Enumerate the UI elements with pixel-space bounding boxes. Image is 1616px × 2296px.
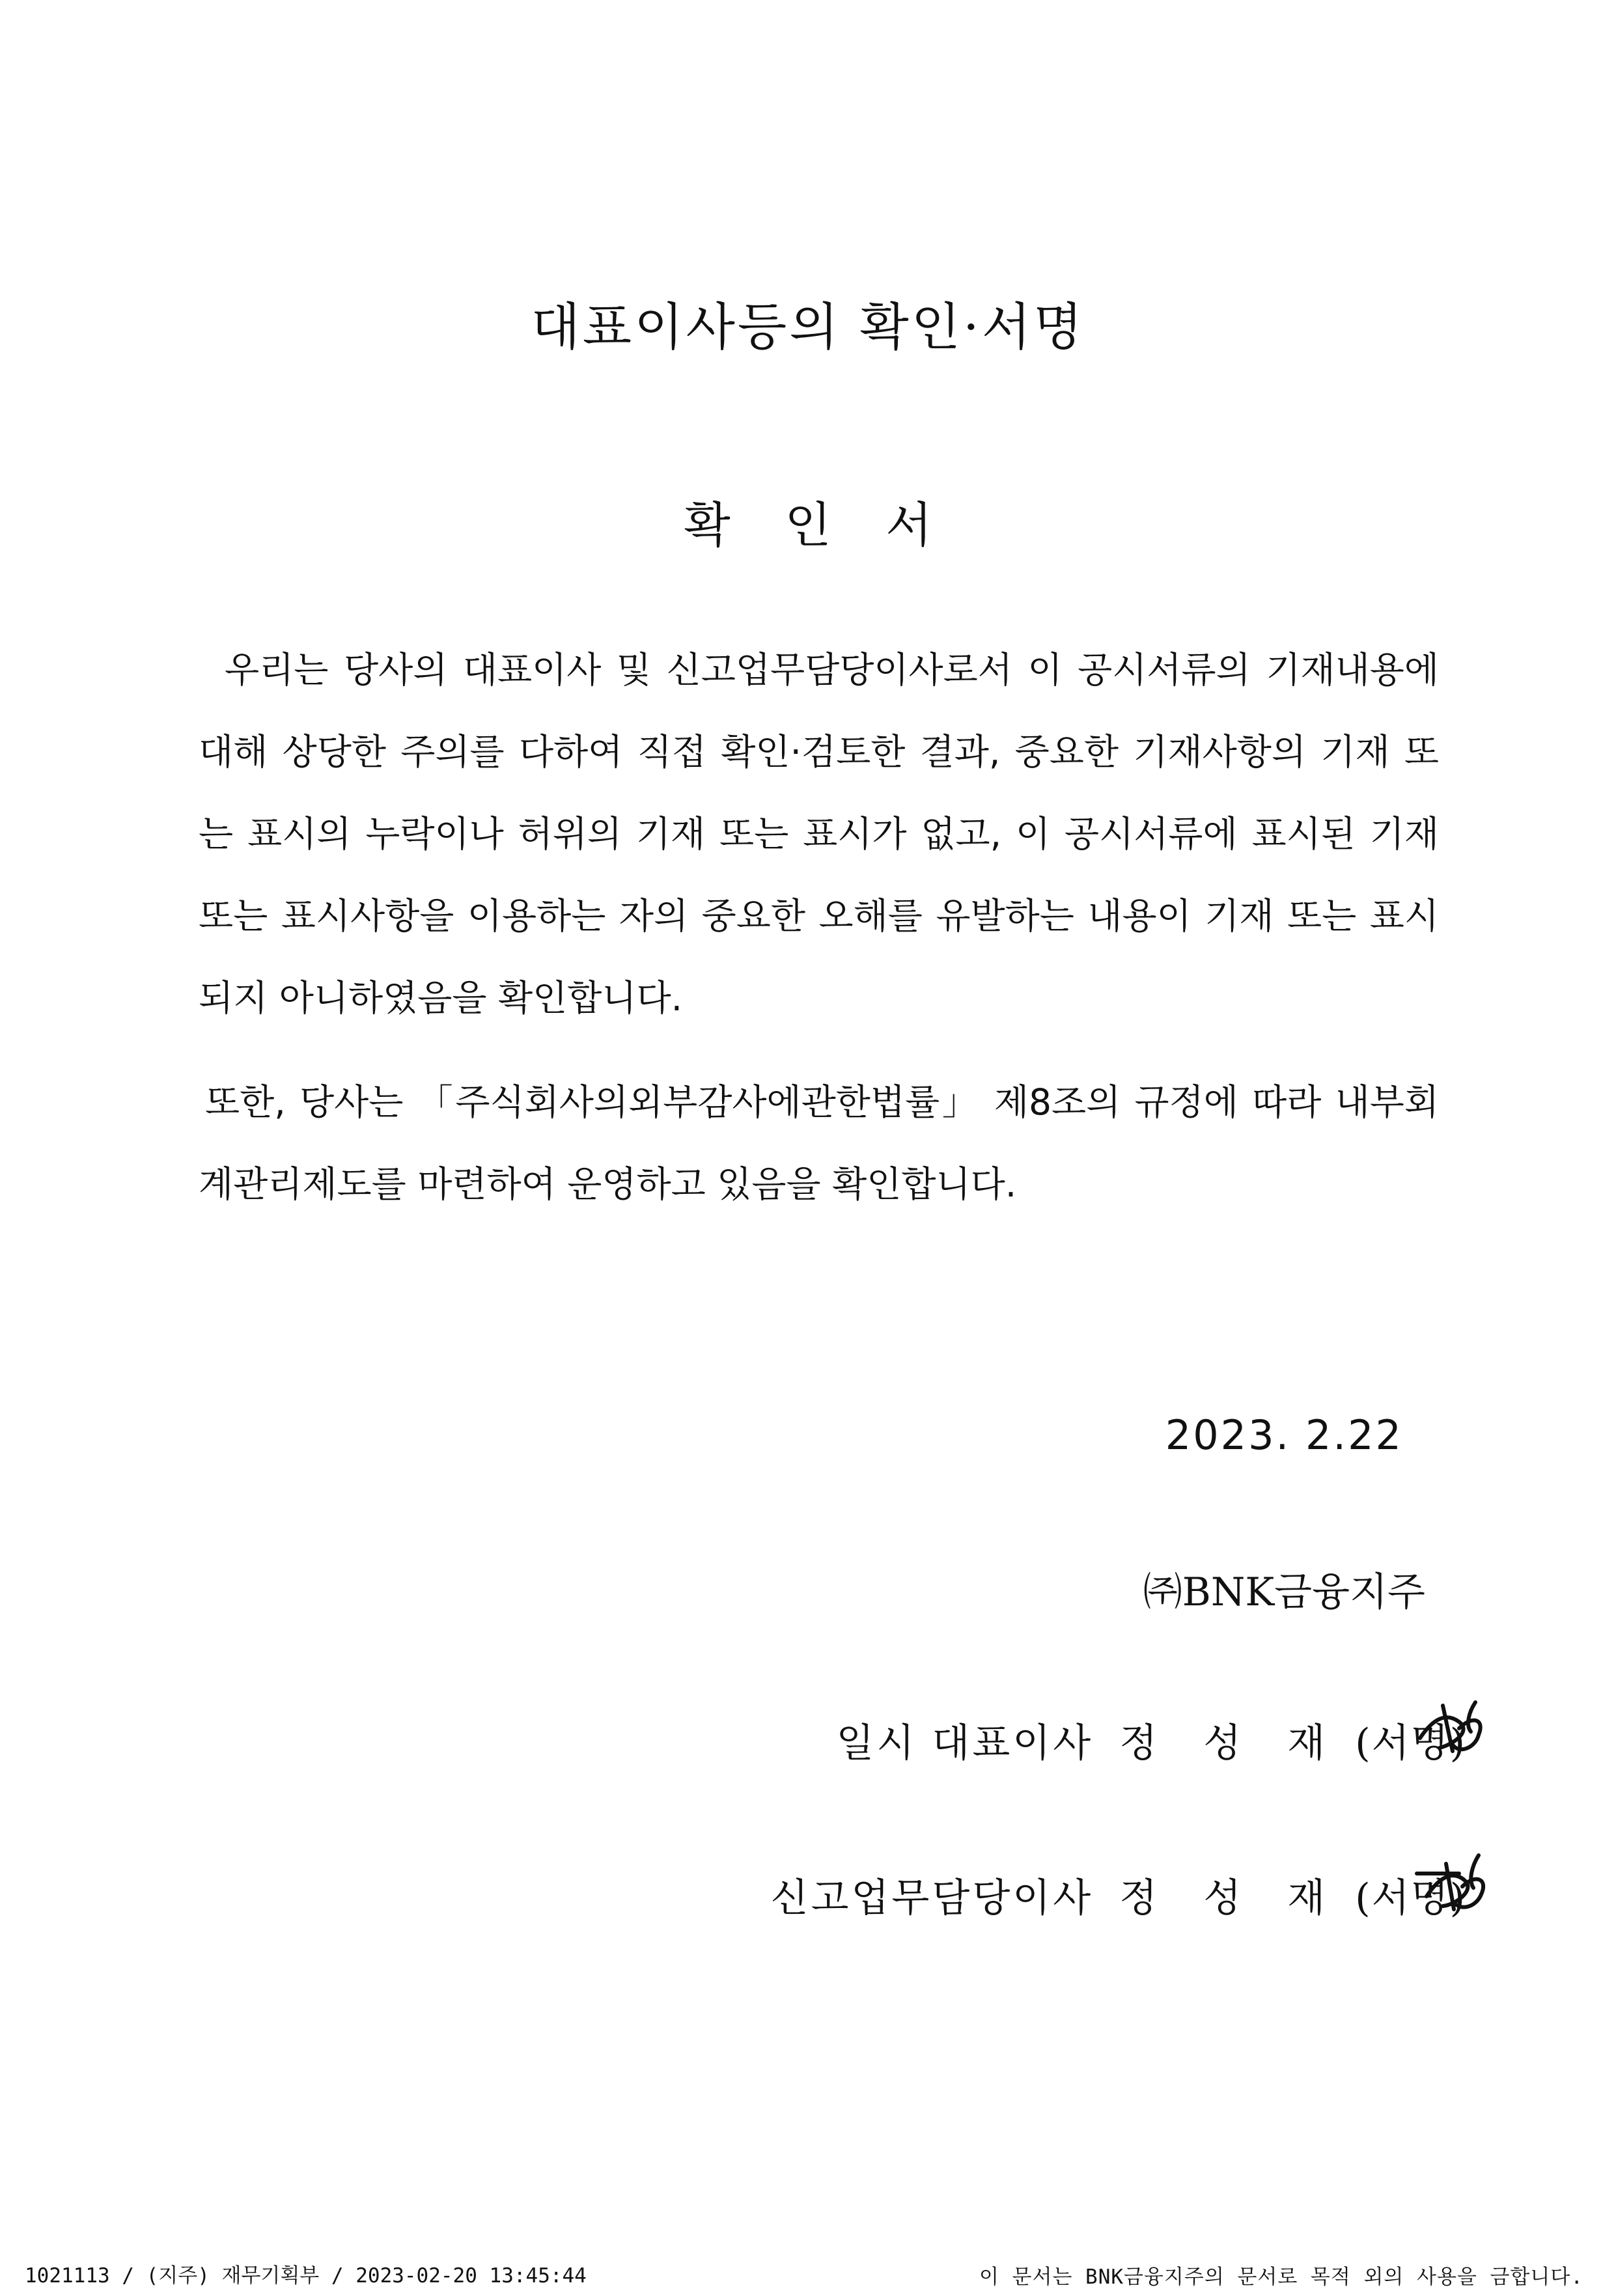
signatory-role: 일시 대표이사: [836, 1721, 1094, 1766]
document-date: 2023. 2.22: [1165, 1411, 1403, 1459]
signatory-disclosure-director: [771, 1867, 1466, 1923]
confirmation-paragraph: 우리는 당사의 대표이사 및 신고업무담당이사로서 이 공시서류의 기재내용에 대해 상당한 주의를 다하여 직접 확인·검토한 결과, 중요한 기재사항의 기재 또는 표시의 누락이나 허위의 기재 또는 표시가 없고, 이 공시서류에 표시된 기재 또는 표시사항을 이용하는 자의 중요한 오해를 유발하는 내용이 기재 또는 표시되지 아니하였음을 확인합니다.: [199, 649, 1439, 1019]
internal-control-paragraph: 또한, 당사는 「주식회사의외부감사에관한법률」 제8조의 규정에 따라 내부회계관리제도를 마련하여 운영하고 있음을 확인합니다.: [199, 1081, 1439, 1205]
signatory-ceo: [836, 1712, 1466, 1768]
handwritten-signature-icon: [1414, 1693, 1492, 1764]
signature-field: [1355, 1712, 1466, 1768]
footer-document-info: 1021113 / (지주) 재무기획부 / 2023-02-20 13:45:44: [25, 2264, 587, 2288]
signatory-name: 정 성 재: [1119, 1875, 1343, 1921]
signature-label: (서명): [1355, 1721, 1466, 1766]
signature-field: [1355, 1867, 1466, 1923]
signatory-role: 신고업무담당이사: [770, 1875, 1094, 1921]
signature-label: (서명): [1355, 1875, 1466, 1921]
handwritten-signature-icon: [1414, 1847, 1492, 1919]
document-subtitle: 확 인 서: [684, 497, 952, 553]
company-name: ㈜BNK금융지주: [1143, 1570, 1425, 1615]
signatory-name: 정 성 재: [1119, 1721, 1343, 1766]
document-title: 대표이사등의 확인·서명: [531, 298, 1085, 357]
footer-usage-notice: 이 문서는 BNK금융지주의 문서로 목적 외의 사용을 금합니다.: [979, 2265, 1583, 2289]
